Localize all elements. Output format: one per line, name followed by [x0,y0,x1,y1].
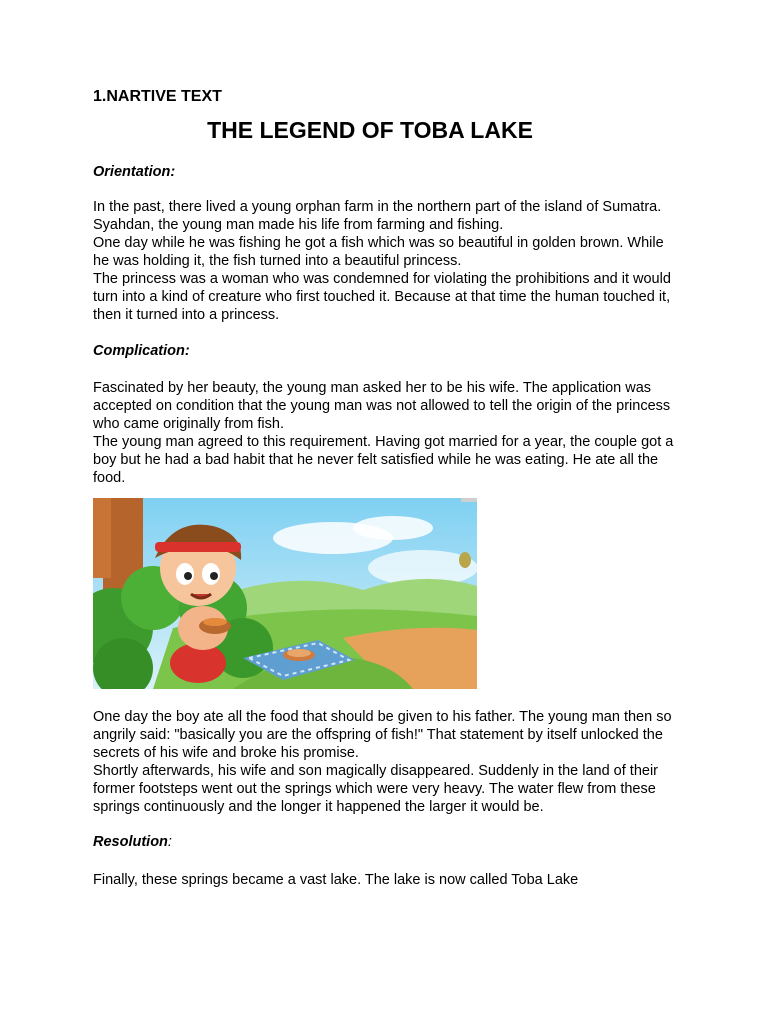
complication-paragraph-3: One day the boy ate all the food that should be given to his father. The young man then so angrily said: "basically you are the offspring of fish!" That statement by itself unlocked the secrets of his wife and broke his promise. [93,709,672,762]
complication-paragraph-2: The young man agreed to this requirement. Having got married for a year, the couple got a boy but he had a bad habit that he never felt satisfied while he was eating. He ate all the food. [93,434,674,487]
resolution-label-text: Resolution [93,834,168,850]
orientation-paragraph-1: In the past, there lived a young orphan farm in the northern part of the island of Sumatra. Syahdan, the young man made his life from farming and fishing. [93,199,662,234]
complication-paragraph-1: Fascinated by her beauty, the young man asked her to be his wife. The application was accepted on condition that the young man was not allowed to tell the origin of the princess who came originally from fish. [93,380,671,433]
resolution-label [93,834,172,850]
resolution-paragraph-1: Finally, these springs became a vast lake. The lake is now called Toba Lake [93,872,579,888]
story-title: THE LEGEND OF TOBA LAKE [207,117,533,143]
orientation-paragraph-2: One day while he was fishing he got a fish which was so beautiful in golden brown. While he was holding it, the fish turned into a beautiful princess. [93,235,664,270]
story-illustration [93,498,477,689]
section-heading: 1.NARTIVE TEXT [93,88,222,105]
resolution-label-colon: : [167,834,172,850]
orientation-paragraph-3: The princess was a woman who was condemned for violating the prohibitions and it would turn into a kind of creature who first touched it. Because at that time the human touched it, then it turned into a princess. [93,271,671,324]
orientation-label: Orientation: [93,164,176,180]
complication-label: Complication: [93,343,190,359]
complication-paragraph-4: Shortly afterwards, his wife and son magically disappeared. Suddenly in the land of their former footsteps went out the springs which were very heavy. The water flew from these springs continuously and the longer it happened the larger it would be. [93,763,659,816]
